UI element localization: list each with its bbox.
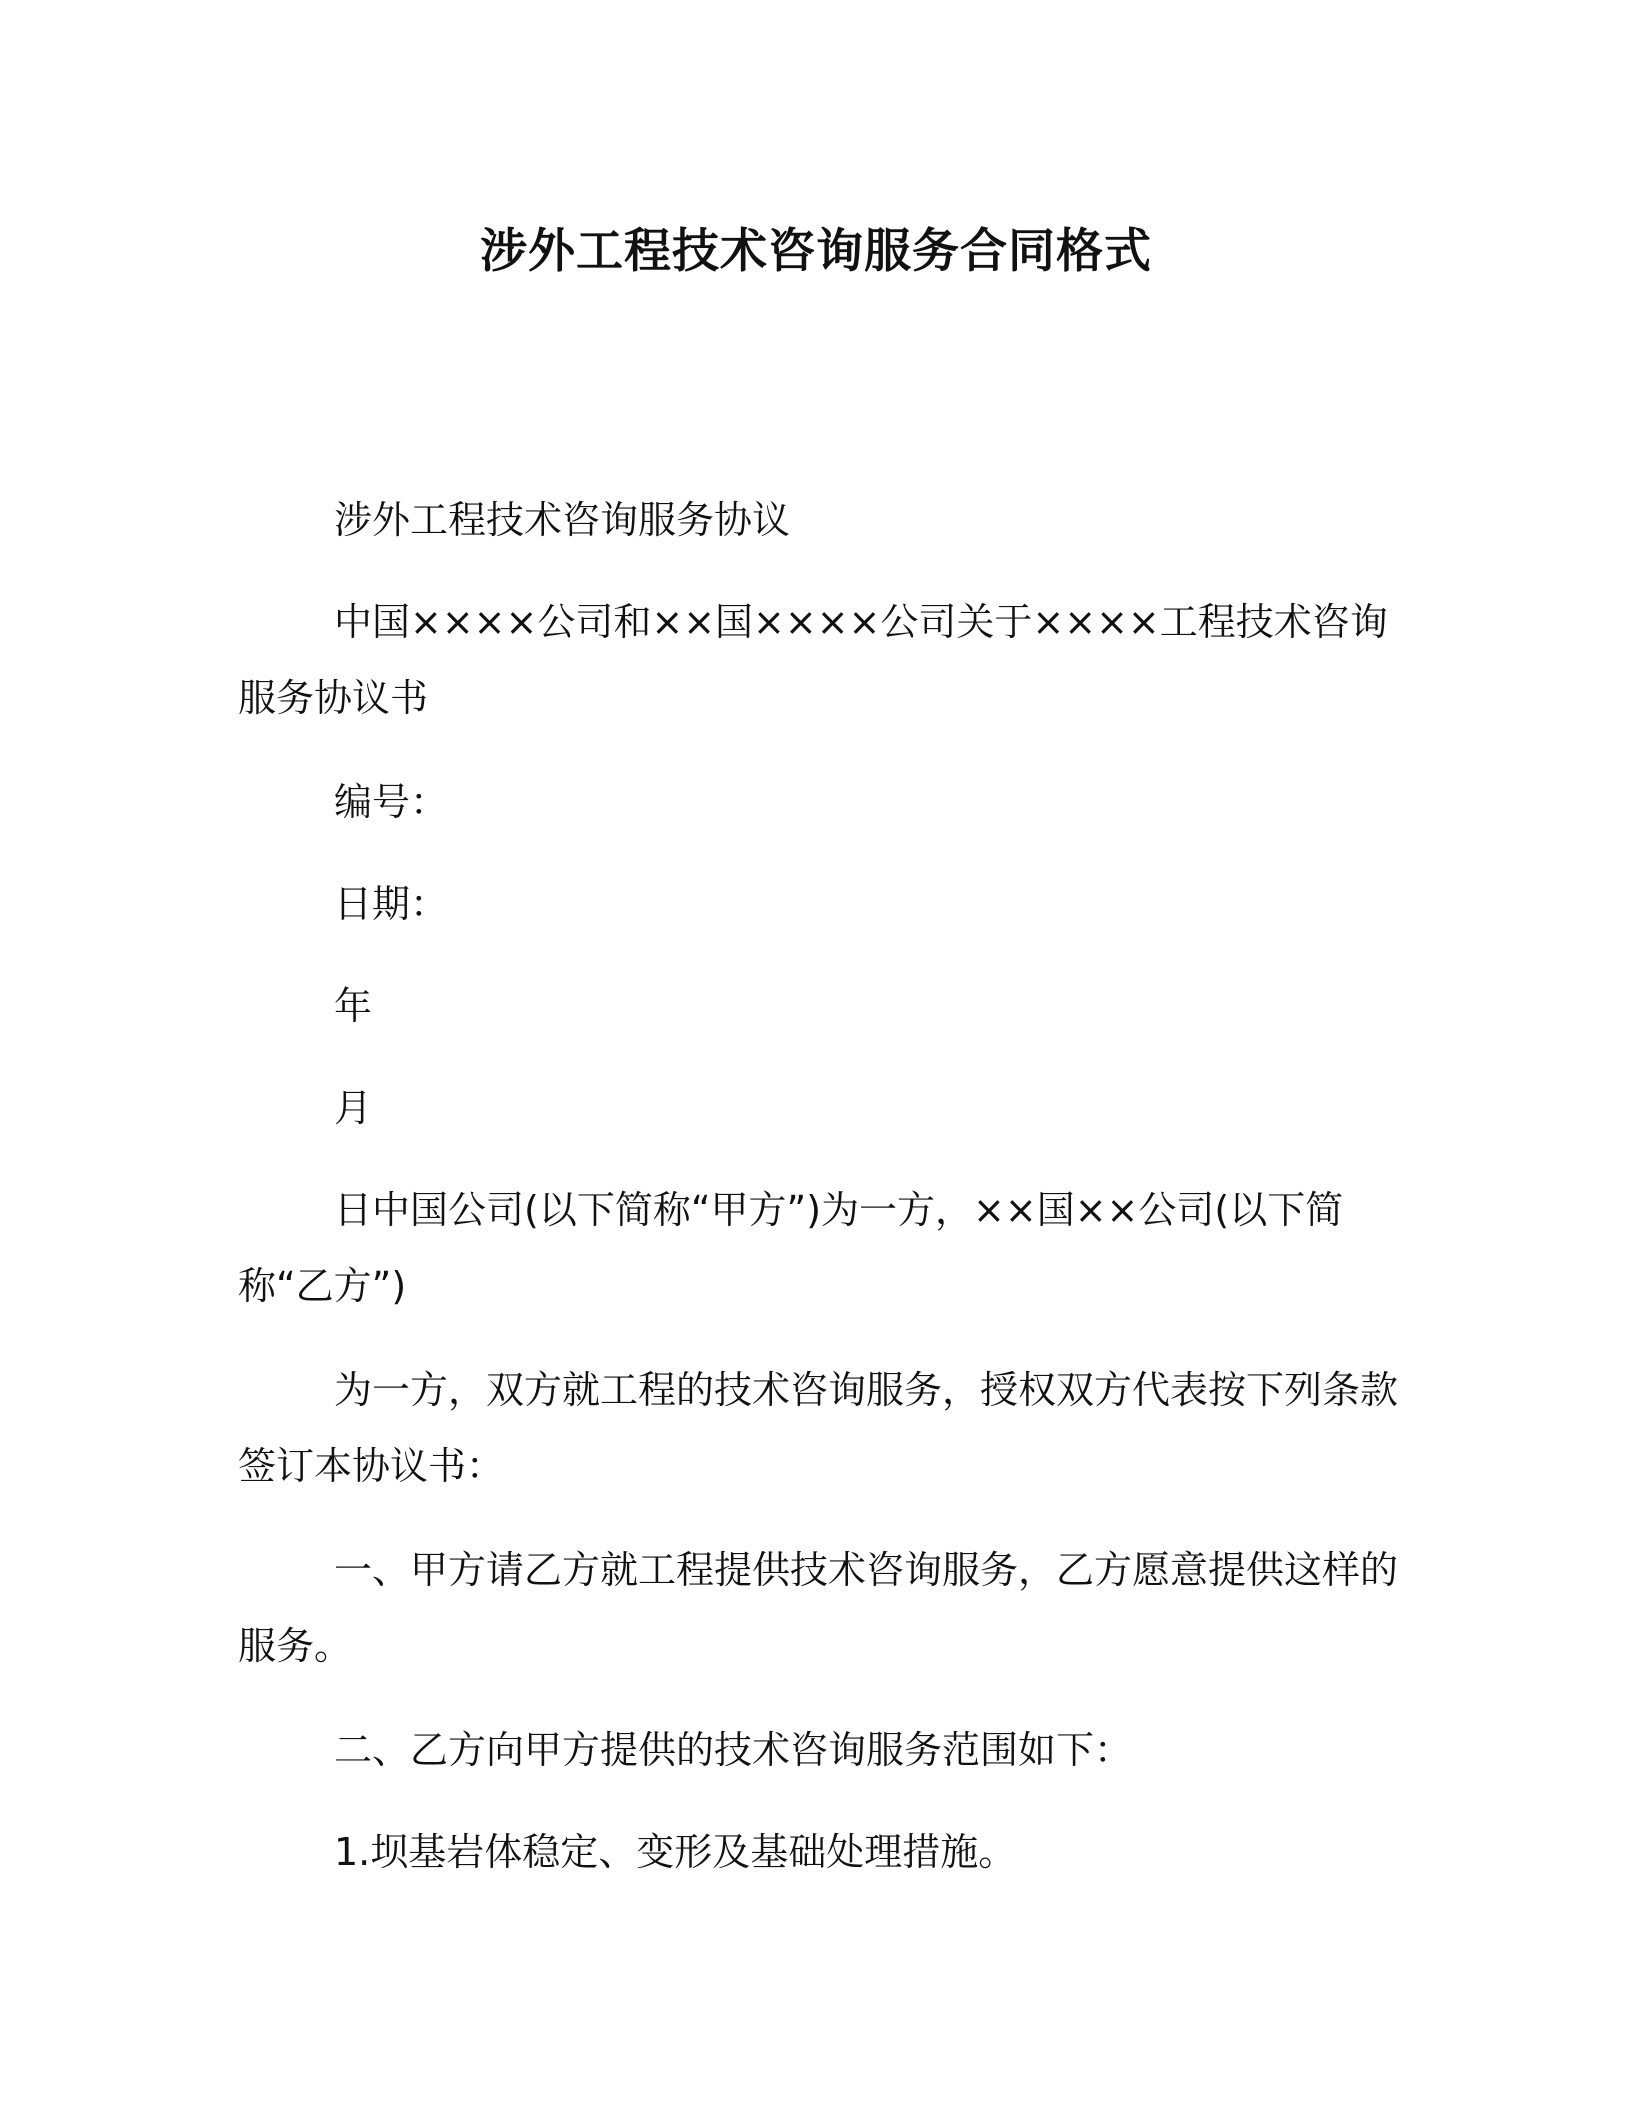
paragraph-clause-1: 一、甲方请乙方就工程提供技术咨询服务，乙方愿意提供这样的服务。 [238,1548,1399,1668]
paragraph-item-1: 1.坝基岩体稳定、变形及基础处理措施。 [334,1830,1017,1874]
paragraph-clause-2: 二、乙方向甲方提供的技术咨询服务范围如下： [334,1728,1133,1772]
paragraph-number: 编号： [334,780,449,824]
paragraph-agreement-name: 涉外工程技术咨询服务协议 [334,498,791,542]
paragraph-party-b: 为一方，双方就工程的技术咨询服务，授权双方代表按下列条款签订本协议书： [238,1368,1399,1488]
paragraph-year: 年 [334,984,373,1028]
paragraph-party-a: 日中国公司(以下简称“甲方”)为一方，××国××公司(以下简称“乙方”) [238,1188,1344,1308]
paragraph-agreement-parties: 中国××××公司和××国××××公司关于××××工程技术咨询服务协议书 [238,600,1388,720]
paragraph-date: 日期： [334,882,449,926]
paragraph-month: 月 [334,1086,373,1130]
document-title: 涉外工程技术咨询服务合同格式 [480,224,1152,279]
